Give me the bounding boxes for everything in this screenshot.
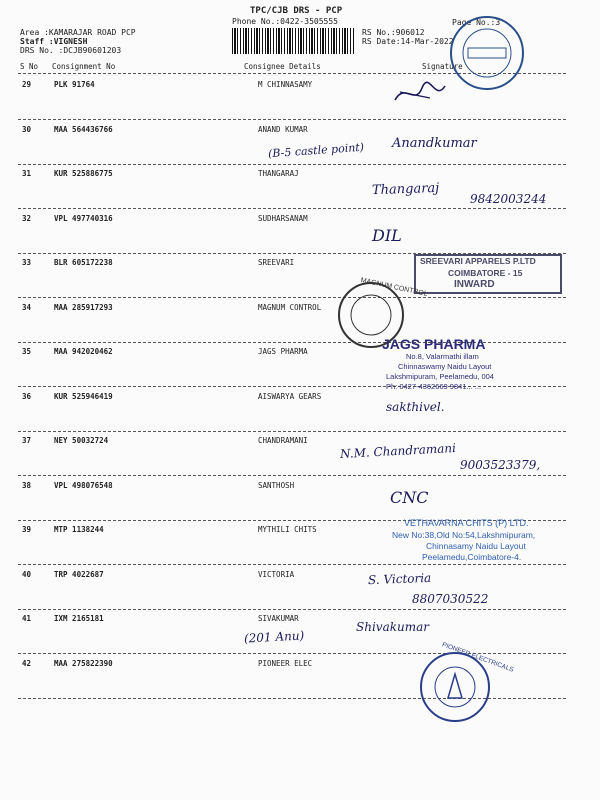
row-divider (18, 208, 566, 209)
row-consignee-name: VICTORIA (258, 569, 295, 579)
round-seal-stamp-top (448, 14, 526, 92)
sreevari-stamp-line1: SREEVARI APPARELS P.LTD (420, 256, 536, 266)
row-divider (18, 119, 566, 120)
row-sno: 38 (22, 480, 32, 490)
row-consignment-number: MAA 285917293 (54, 302, 113, 312)
column-consignment: Consignment No (52, 62, 116, 71)
row-consignment-number: MAA 564436766 (54, 124, 113, 134)
row-consignment-number: PLK 91764 (54, 80, 95, 89)
jags-stamp-name: JAGS PHARMA (382, 336, 486, 352)
row-sno: 40 (22, 569, 32, 579)
table-row (0, 570, 600, 614)
staff-label: Staff :VIGNESH (20, 37, 88, 46)
row-sno: 34 (22, 302, 32, 312)
phone-40: 8807030522 (412, 592, 489, 606)
row-sno: 33 (22, 258, 32, 267)
handwritten-address-30: (B-5 castle point) (267, 140, 365, 161)
table-row (0, 214, 600, 258)
rs-date: RS Date:14-Mar-2022 (362, 37, 454, 46)
vethavarna-stamp-line3: Peelamedu,Coimbatore-4. (422, 552, 522, 562)
row-consignee-name: JAGS PHARMA (258, 347, 308, 356)
table-row (0, 169, 600, 213)
area-label: Area :KAMARAJAR ROAD PCP (20, 28, 136, 37)
jags-stamp-line4: Ph: 0427-4362669 9841... ... (386, 382, 482, 391)
row-sno: 36 (22, 391, 32, 401)
row-sno: 31 (22, 169, 32, 178)
row-consignee-name: ANAND KUMAR (258, 124, 308, 134)
sreevari-stamp-line3: INWARD (454, 279, 495, 290)
sreevari-stamp-line2: COIMBATORE - 15 (448, 268, 523, 278)
row-consignment-number: MAA 942020462 (54, 347, 113, 356)
vethavarna-stamp-line1: New No:38,Old No:54,Lakshmipuram, (392, 530, 536, 540)
signature-31: Thangaraj (371, 180, 440, 199)
jags-stamp-line3: Lakshmipuram, Peelamedu, 004 (386, 372, 494, 381)
sheet-title: TPC/CJB DRS - PCP (250, 6, 343, 16)
row-consignee-name: SUDHARSANAM (258, 213, 308, 223)
row-consignee-name: SANTHOSH (258, 480, 295, 490)
handwritten-address-41: (201 Anu) (243, 628, 305, 646)
row-sno: 29 (22, 80, 32, 89)
jags-stamp-line1: No.8, Valarmathi illam (406, 352, 479, 361)
drs-number: DRS No. :DCJB90601203 (20, 46, 122, 55)
row-consignee-name: AISWARYA GEARS (258, 391, 322, 401)
row-divider (18, 164, 566, 165)
vethavarna-stamp-name: VETHAVARNA CHITS (P) LTD. (404, 518, 529, 528)
rs-number: RS No.:906012 (362, 28, 425, 37)
signature-37: N.M. Chandramani (339, 440, 457, 462)
column-sno: S No (20, 62, 39, 71)
column-signature: Signature (422, 62, 463, 71)
row-sno: 35 (22, 347, 32, 356)
row-sno: 37 (22, 436, 32, 445)
row-sno: 32 (22, 213, 32, 223)
row-consignment-number: MTP 1138244 (54, 525, 104, 534)
table-row (0, 347, 600, 391)
row-sno: 30 (22, 124, 32, 134)
row-divider (18, 297, 566, 298)
page-number: Page No.:3 (452, 18, 501, 27)
signature-30: Anandkumar (392, 136, 477, 151)
row-divider (18, 475, 566, 476)
row-consignee-name: SREEVARI (258, 258, 295, 267)
row-consignee-name: PIONEER ELEC (258, 658, 313, 668)
row-divider (18, 386, 566, 387)
row-consignment-number: IXM 2165181 (54, 614, 104, 623)
barcode (232, 28, 354, 54)
signature-41: Shivakumar (356, 620, 429, 634)
row-sno: 39 (22, 525, 32, 534)
phone-31: 9842003244 (470, 192, 547, 206)
row-consignment-number: VPL 497740316 (54, 213, 113, 223)
phone-37: 9003523379, (460, 458, 541, 472)
row-sno: 41 (22, 614, 32, 623)
jags-stamp-line2: Chinnaswamy Naidu Layout (398, 362, 492, 371)
pioneer-stamp-text: PIONEER ELECTRICALS (441, 641, 515, 674)
row-consignee-name: M CHINNASAMY (258, 80, 313, 89)
signature-40: S. Victoria (367, 570, 432, 588)
row-consignee-name: MAGNUM CONTROL (258, 302, 322, 312)
row-consignment-number: KUR 525886775 (54, 169, 113, 178)
signature-38: CNC (390, 488, 429, 507)
row-sno: 42 (22, 658, 32, 668)
row-consignee-name: MYTHILI CHITS (258, 525, 317, 534)
row-consignee-name: SIVAKUMAR (258, 614, 299, 623)
phone-number: Phone No.:0422-3505555 (232, 17, 338, 26)
signature-36: sakthivel. (386, 400, 445, 414)
table-row (0, 303, 600, 347)
row-divider (18, 564, 566, 565)
magnum-stamp-text: MAGNUM CONTROL (360, 277, 429, 298)
row-consignment-number: TRP 4022687 (54, 569, 104, 579)
row-consignment-number: MAA 275822390 (54, 658, 113, 668)
signature-29 (390, 80, 450, 108)
row-consignee-name: CHANDRAMANI (258, 436, 308, 445)
row-divider (18, 431, 566, 432)
row-consignment-number: BLR 605172238 (54, 258, 113, 267)
column-consignee: Consignee Details (244, 62, 321, 71)
row-consignee-name: THANGARAJ (258, 169, 299, 178)
row-consignment-number: VPL 498076548 (54, 480, 113, 490)
row-consignment-number: NEY 50032724 (54, 436, 109, 445)
row-consignment-number: KUR 525946419 (54, 391, 113, 401)
table-row (0, 392, 600, 436)
vethavarna-stamp-line2: Chinnasamy Naidu Layout (426, 541, 526, 551)
signature-32: DIL (372, 226, 402, 245)
row-divider (18, 609, 566, 610)
